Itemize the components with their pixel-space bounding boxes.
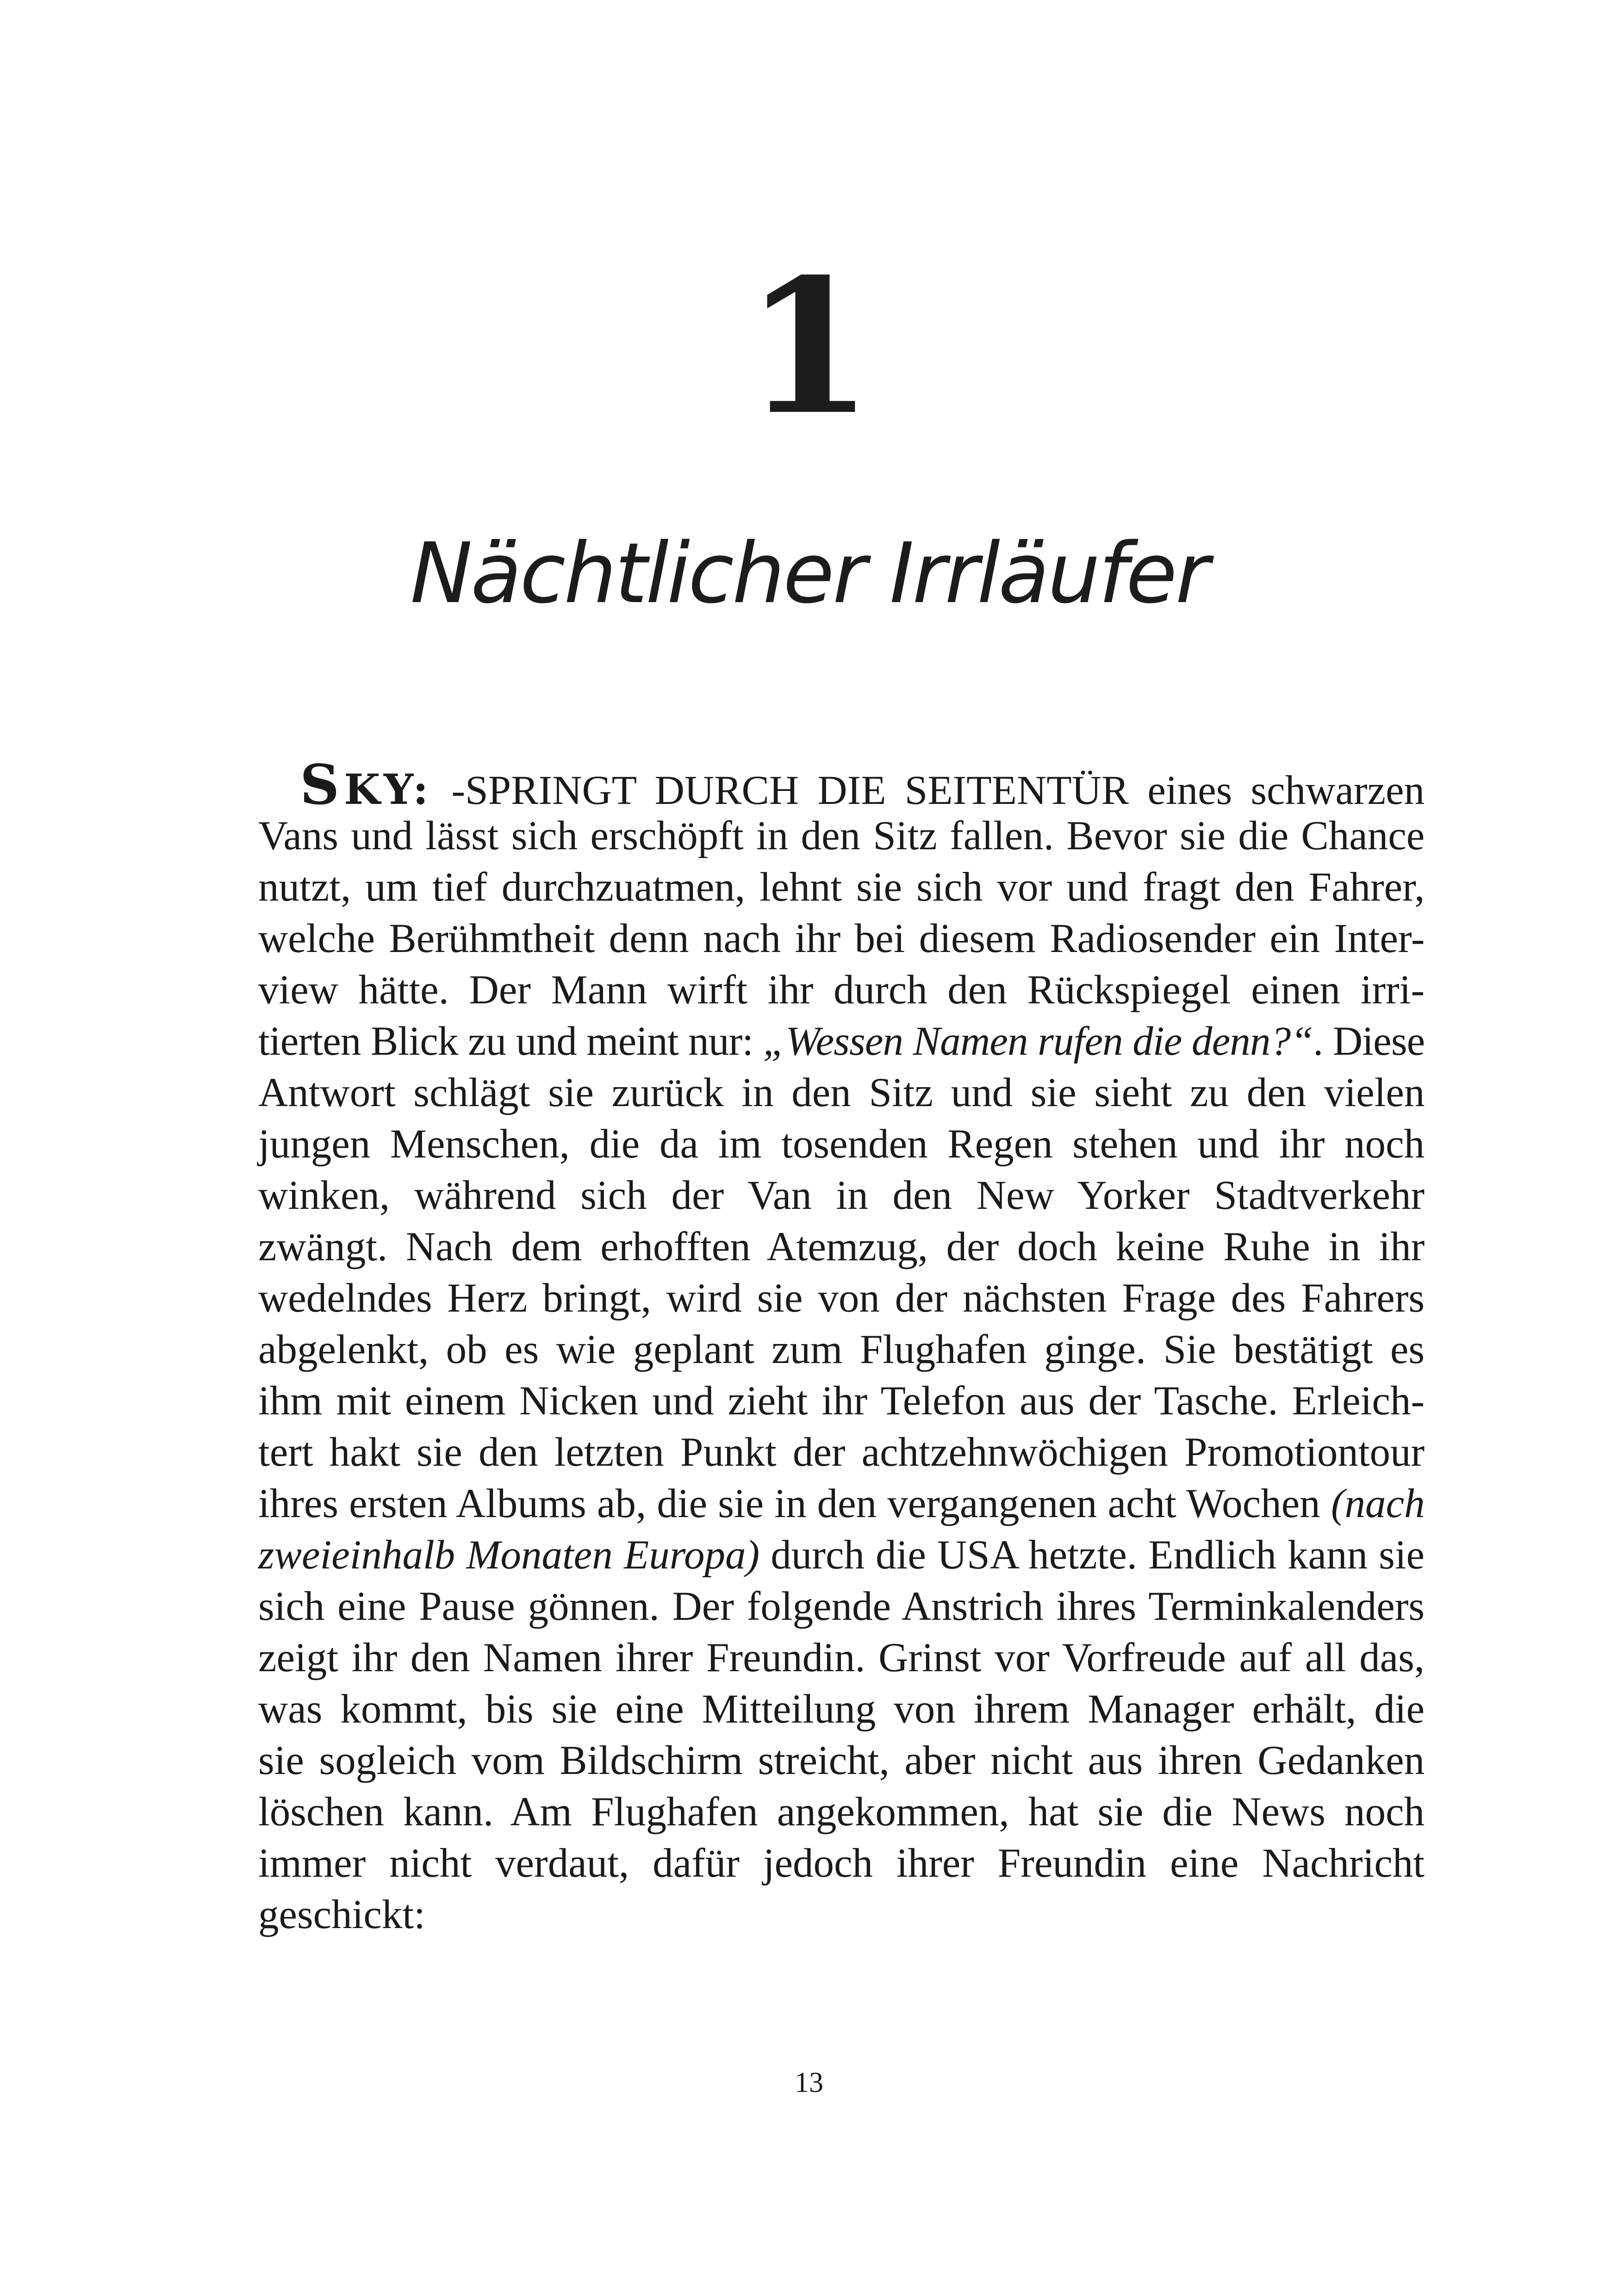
italic-aside: zweieinhalb Monaten Europa): [258, 1532, 760, 1578]
chapter-number: 1: [744, 238, 874, 456]
text-line: geschickt:: [258, 1892, 425, 1937]
text-line: zeigt ihr den Namen ihrer Freundin. Grinst vor Vorfreude auf all das,: [258, 1635, 1425, 1680]
text-line: sie sogleich vom Bildschirm streicht, aber nicht aus ihren Gedanken: [258, 1738, 1425, 1783]
quoted-speech: „Wessen Namen rufen die denn?“: [763, 1019, 1313, 1064]
text-line: jungen Menschen, die da im tosenden Regen stehen und ihr noch: [258, 1121, 1425, 1167]
text-segment: . Diese: [1313, 1019, 1425, 1064]
text-line: löschen kann. Am Flughafen angekommen, hat sie die News noch: [258, 1789, 1425, 1835]
text-line: zwängt. Nach dem erhofften Atemzug, der doch keine Ruhe in ihr: [258, 1224, 1425, 1269]
text-line: tert hakt sie den letzten Punkt der achtzehnwöchigen Promotiontour: [258, 1430, 1425, 1475]
text-line: was kommt, bis sie eine Mitteilung von ihrem Manager erhält, die: [258, 1686, 1425, 1732]
body-paragraph: [258, 753, 1425, 1941]
text-line: winken, während sich der Van in den New Yorker Stadtverkehr: [258, 1173, 1425, 1218]
text-line: Vans und lässt sich erschöpft in den Sitz fallen. Bevor sie die Chance: [258, 813, 1425, 859]
text-line: abgelenkt, ob es wie geplant zum Flughafen ginge. Sie bestätigt es: [258, 1327, 1425, 1372]
text-segment: -SPRINGT DURCH DIE SEITENTÜR eines schwarzen: [451, 768, 1425, 813]
text-line: [258, 1478, 1425, 1530]
text-line: sich eine Pause gönnen. Der folgende Anstrich ihres Terminkalenders: [258, 1584, 1425, 1629]
text-line: immer nicht verdaut, dafür jedoch ihrer Freundin eine Nachricht: [258, 1841, 1425, 1886]
page-number: 13: [795, 2067, 823, 2098]
speaker-rest: KY:: [344, 765, 433, 814]
text-line: welche Berühmtheit denn nach ihr bei diesem Radiosender ein Inter-: [258, 916, 1425, 961]
text-line: nutzt, um tief durchzuatmen, lehnt sie sich vor und fragt den Fahrer,: [258, 865, 1425, 910]
text-line: ihm mit einem Nicken und zieht ihr Telefon aus der Tasche. Erleich-: [258, 1378, 1425, 1424]
text-segment: ihres ersten Albums ab, die sie in den vergangenen acht Wochen: [258, 1481, 1331, 1526]
speaker-name: [258, 753, 433, 817]
text-segment: durch die USA hetzte. Endlich kann sie: [759, 1532, 1425, 1578]
text-line: wedelndes Herz bringt, wird sie von der nächsten Frage des Fahrers: [258, 1276, 1425, 1321]
text-line: [258, 1530, 1425, 1581]
text-line: [258, 1016, 1425, 1067]
italic-aside: (nach: [1331, 1481, 1425, 1526]
speaker-initial: S: [300, 753, 344, 817]
text-line: Antwort schlägt sie zurück in den Sitz und sie sieht zu den vielen: [258, 1070, 1425, 1115]
chapter-title: Nächtlicher Irrläufer: [410, 525, 1208, 622]
text-line: [258, 753, 1425, 817]
text-line: view hätte. Der Mann wirft ihr durch den Rückspiegel einen irri-: [258, 967, 1425, 1013]
text-segment: tierten Blick zu und meint nur:: [258, 1019, 763, 1064]
